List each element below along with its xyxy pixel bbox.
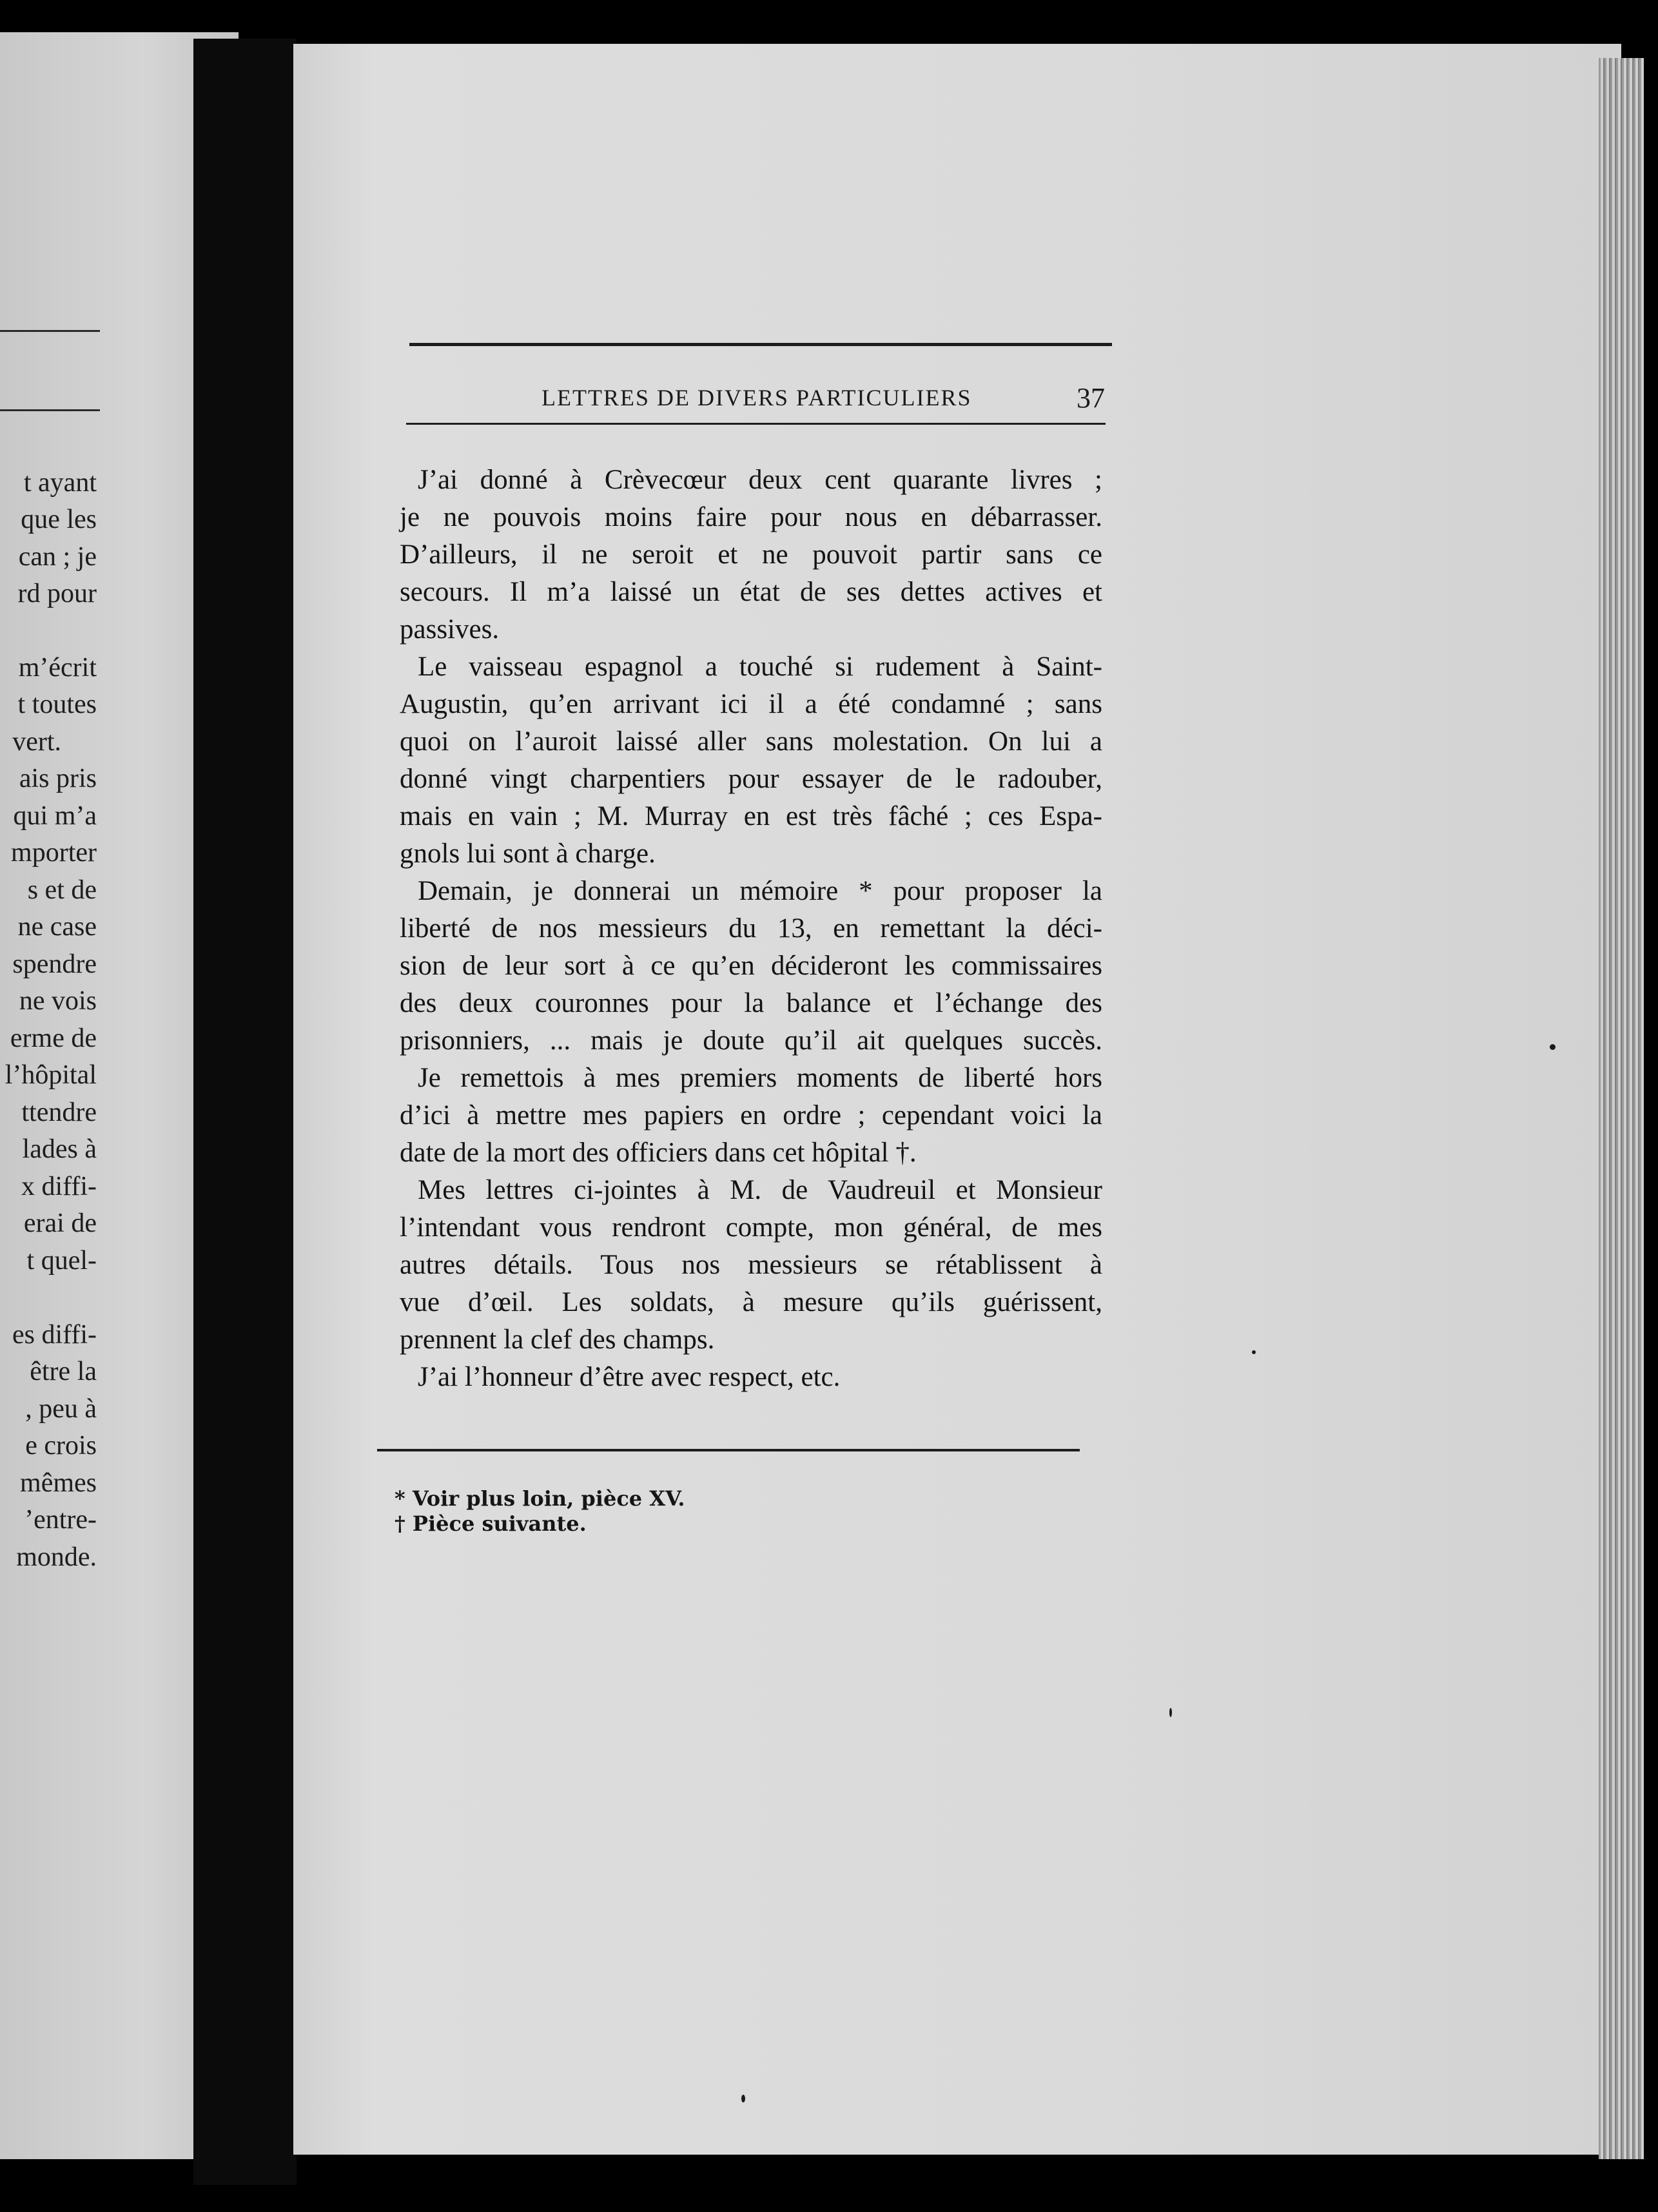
left-line: être la [30,1357,97,1386]
left-line: monde. [16,1542,97,1572]
left-line: ne vois [19,986,97,1016]
text-line: je ne pouvois moins faire pour nous en débarrasser. [400,502,1102,532]
header-top-rule [409,343,1112,346]
left-line: mêmes [20,1468,97,1498]
book-gutter [193,39,297,2185]
left-line: mporter [11,838,97,868]
dust-speck [1252,1350,1256,1354]
text-line: Mes lettres ci-jointes à M. de Vaudreuil et Monsieur [418,1175,1102,1205]
dust-speck [741,2095,745,2102]
left-line: , peu à [25,1394,97,1424]
text-line: l’intendant vous rendront compte, mon général, de mes [400,1212,1102,1243]
left-line: erai de [23,1208,97,1238]
left-line: es diffi- [12,1320,97,1350]
text-line: secours. Il m’a laissé un état de ses dettes actives et [400,577,1102,607]
text-line: J’ai l’honneur d’être avec respect, etc. [418,1362,841,1392]
left-line: t ayant [23,468,97,498]
text-line: Augustin, qu’en arrivant ici il a été condamné ; sans [400,689,1102,719]
text-line: gnols lui sont à charge. [400,839,656,869]
left-line: e crois [25,1431,97,1460]
left-line: l’hôpital [5,1060,97,1090]
left-line: que les [21,505,97,534]
text-line: sion de leur sort à ce qu’en décideront les commissaires [400,951,1102,981]
left-line: qui m’a [13,801,97,831]
left-line: ’entre- [24,1505,97,1535]
text-line: autres détails. Tous nos messieurs se rétablissent à [400,1250,1102,1280]
text-line: d’ici à mettre mes papiers en ordre ; cependant voici la [400,1100,1102,1130]
left-line: lades à [22,1134,97,1164]
footnote-rule [377,1449,1080,1451]
text-line: date de la mort des officiers dans cet hôpital †. [400,1138,917,1168]
footnote: † Pièce suivante. [395,1511,587,1536]
header-bottom-rule [406,423,1106,425]
text-line: liberté de nos messieurs du 13, en remettant la déci- [400,913,1102,944]
left-line: erme de [10,1024,97,1053]
left-line: t toutes [17,690,97,719]
left-line: can ; je [18,542,97,572]
page-number: 37 [1077,382,1105,414]
text-line: quoi on l’auroit laissé aller sans molestation. On lui a [400,726,1102,757]
left-line: s et de [27,875,97,905]
text-line: passives. [400,614,500,645]
text-line: D’ailleurs, il ne seroit et ne pouvoit partir sans ce [400,539,1102,570]
text-line: vue d’œil. Les soldats, à mesure qu’ils guérissent, [400,1287,1102,1317]
text-line: prennent la clef des champs. [400,1324,715,1355]
text-line: Le vaisseau espagnol a touché si rudement à Saint- [418,652,1102,682]
left-page-top-rule [0,330,100,332]
left-line: m’écrit [18,653,97,683]
text-line: mais en vain ; M. Murray en est très fâché ; ces Espa- [400,801,1102,831]
dust-speck [1550,1044,1556,1050]
left-line: ttendre [21,1098,97,1127]
left-line: x diffi- [21,1172,97,1201]
dust-speck [1169,1708,1172,1717]
left-line: ais pris [19,764,97,793]
text-line: Demain, je donnerai un mémoire * pour proposer la [418,876,1102,906]
footnote: * Voir plus loin, pièce XV. [395,1486,685,1511]
text-line: donné vingt charpentiers pour essayer de le radouber, [400,764,1102,794]
text-line: J’ai donné à Crèvecœur deux cent quarante livres ; [418,465,1102,495]
left-line: t quel- [26,1246,97,1276]
text-line: Je remettois à mes premiers moments de liberté hors [418,1063,1102,1093]
left-line: vert. [12,727,61,757]
text-line: prisonniers, ... mais je doute qu’il ait quelques succès. [400,1025,1102,1056]
left-line: ne case [17,912,97,942]
running-head: LETTRES DE DIVERS PARTICULIERS [541,385,972,411]
text-line: des deux couronnes pour la balance et l’échange des [400,988,1102,1018]
left-line: rd pour [17,579,97,608]
left-page-header-rule [0,409,100,411]
left-line: spendre [12,949,97,979]
page-edges [1599,58,1644,2159]
